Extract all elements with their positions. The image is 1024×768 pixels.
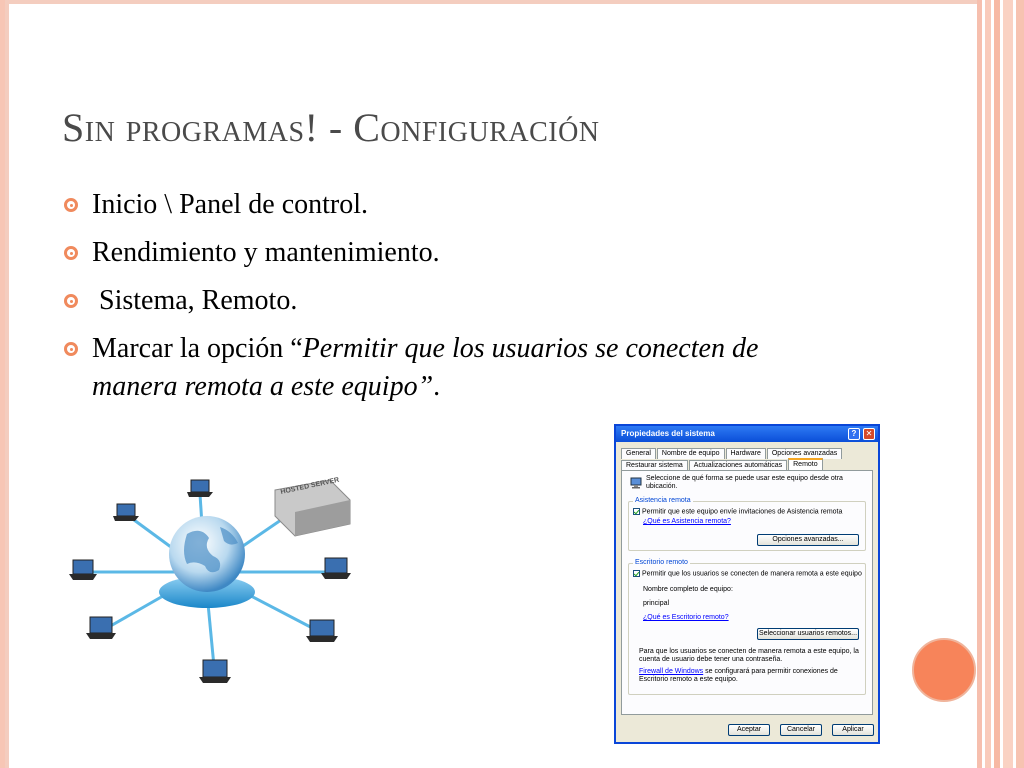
firewall-link[interactable]: Firewall de Windows [639,668,704,675]
laptop-icon [187,480,213,497]
top-frame-line [5,0,977,4]
bullet-text: Rendimiento y mantenimiento. [92,237,440,268]
cancel-button[interactable]: Cancelar [780,724,822,736]
bullet-icon [64,342,78,356]
laptop-icon [113,504,139,521]
dialog-title: Propiedades del sistema [621,429,715,438]
full-name-label: Nombre completo de equipo: [643,586,733,593]
help-button[interactable]: ? [848,428,860,440]
advanced-options-button[interactable]: Opciones avanzadas... [757,534,859,546]
remote-assistance-link[interactable]: ¿Qué es Asistencia remota? [643,518,731,525]
full-name-value: principal [643,600,670,607]
bullet-item [64,282,844,320]
ok-button[interactable]: Aceptar [728,724,770,736]
bullet-text-prefix: Marcar la opción “ [92,333,303,364]
slide-title: Sin programas! - Configuración [62,105,600,150]
apply-button[interactable]: Aplicar [832,724,874,736]
tab-automatic-updates[interactable]: Actualizaciones automáticas [689,460,787,471]
laptop-icon [321,558,351,579]
dialog-titlebar [616,426,878,442]
intro-text: Seleccione de qué forma se puede usar este equipo desde otra ubicación. [646,475,843,490]
bullet-item [64,234,844,272]
firewall-text: se configurará para permitir conexiones de Escritorio remoto a este equipo. [639,668,838,683]
remote-tab-panel [621,470,873,715]
system-properties-dialog [614,424,880,744]
tab-remote[interactable]: Remoto [788,458,823,472]
tab-computer-name[interactable]: Nombre de equipo [657,448,725,459]
bullet-text-suffix: . [433,371,441,402]
tab-advanced[interactable]: Opciones avanzadas [767,448,842,459]
remote-desktop-checkbox[interactable] [633,570,640,577]
server-label: HOSTED SERVER [279,476,340,496]
network-illustration [55,472,365,702]
server-icon [275,477,350,536]
remote-desktop-link[interactable]: ¿Qué es Escritorio remoto? [643,614,729,621]
bullet-item [64,186,844,224]
tab-system-restore[interactable]: Restaurar sistema [621,460,688,471]
password-note: Para que los usuarios se conecten de manera remota a este equipo, la cuenta de usuario debe tener una contraseña. [639,648,859,663]
close-button[interactable]: ✕ [863,428,875,440]
laptop-icon [199,660,231,683]
bullet-text-italic: Permitir que los usuarios se conecten de manera remota a este equipo” [92,333,759,402]
bullet-item [64,330,844,406]
tabs-row-2 [621,459,824,470]
laptop-icon [306,620,338,642]
decorative-orange-circle [912,638,976,702]
bullet-icon [64,246,78,260]
tab-hardware[interactable]: Hardware [726,448,766,459]
remote-assistance-label: Asistencia remota [635,497,691,504]
select-remote-users-button[interactable]: Seleccionar usuarios remotos... [757,628,859,640]
globe-icon [169,516,245,592]
right-decorative-stripes [977,0,1024,768]
laptop-icon [69,560,97,580]
bullet-text: Sistema, Remoto. [92,285,298,316]
remote-desktop-row [633,570,862,577]
left-frame-line [5,0,9,768]
bullet-text: Inicio \ Panel de control. [92,189,369,220]
computer-icon [630,477,642,489]
firewall-note [639,668,859,684]
remote-desktop-label: Escritorio remoto [635,559,688,566]
remote-assistance-checkbox-label: Permitir que este equipo envíe invitaciones de Asistencia remota [642,508,843,516]
remote-assistance-row [633,508,842,515]
remote-desktop-checkbox-label: Permitir que los usuarios se conecten de manera remota a este equipo [642,570,862,578]
remote-desktop-group [628,559,866,695]
bullet-icon [64,198,78,212]
bullet-icon [64,294,78,308]
tab-general[interactable]: General [621,448,656,459]
remote-assistance-group [628,497,866,551]
bullet-list [64,186,844,416]
remote-assistance-checkbox[interactable] [633,508,640,515]
laptop-icon [86,617,116,639]
